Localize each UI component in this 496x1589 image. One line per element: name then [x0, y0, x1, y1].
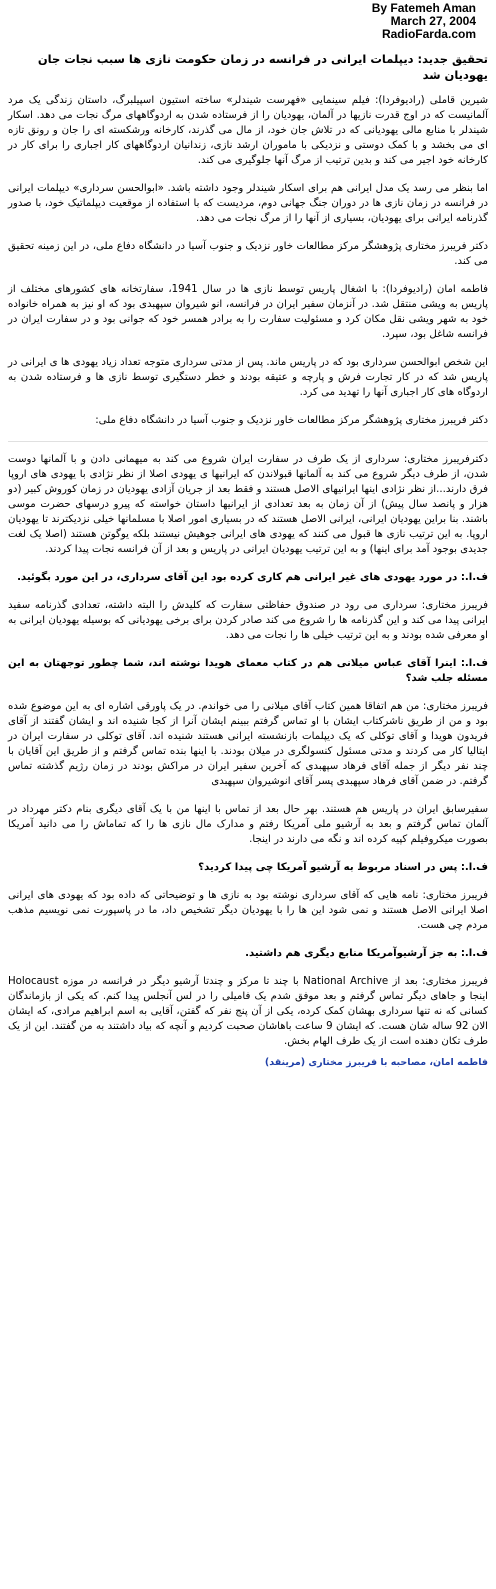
article-title: تحقیق جدید: دیپلمات ایرانی در فرانسه در زمان حکومت نازی ها سبب نجات جان یهودیان شد: [37, 52, 488, 82]
paragraph-answer-1: فریبرز مختاری: سرداری می رود در صندوق حفاظتی سفارت که کلیدش را البته داشته، تعدادی گذرنامه سفید ایرانی پیدا می کند و این گذرنامه ها را شروع می کند صادر کردن برای برخی یهودیانی که بوسیله یهودیان ایرانی به او معرفی شده بودند و به این ترتیب خیلی ها را نجات می دهد.: [8, 600, 488, 641]
paragraph-sardari-paris: این شخص ابوالحسن سرداری بود که در پاریس ماند. پس از مدتی سرداری متوجه تعداد زیاد یهودی ها ی ایرانی در پاریس شد که در کار تجارت فرش و پارچه و عتیقه بودند و خطر دستگیری توسط نازی ها و فرستاده شدن به اردوگاه های کار اجباری آنها را تهدید می کرد.: [8, 357, 488, 398]
byline-date: March 27, 2004: [390, 14, 476, 28]
byline-site: RadioFarda.com: [381, 27, 476, 41]
paragraph-question-3: ف.ا.: پس در اسناد مربوط به آرشیو آمریکا چی پیدا کردید؟: [198, 862, 488, 873]
paragraph-question-4: ف.ا.: به جز آرشیوآمریکا منابع دیگری هم داشتید.: [245, 948, 488, 959]
paragraph-answer-2: فریبرز مختاری: من هم اتفاقا همین کتاب آقای میلانی را می خواندم. در یک پاورقی اشاره ای به این موضوع شده بود و من از طریق ناشرکتاب ایشان با او تماس گرفتم ببینم ایشان آنرا از کجا شنیده اند و ایشان گفتند از آقای فریدون هویدا و آقای توکلی که یک دیپلمات بازنشسته ایرانی هستند شنیده اند. آقای توکلی در سفارت ایران در ایتالیا کار می کردند و مدتی مسئول کنسولگری در میلان بودند. با اینها بنده تماس گرفتم و از طریق این آقایان با چند نفر دیگر از جمله آقای فرهاد سپهبدی که آخرین سفیر ایران در مراکش بودند در زمان رژیم گذشته تماس گرفتم. در ضمن آقای فرهاد سپهبدی پسر آقای انوشیروان سپهبدی: [8, 701, 488, 787]
byline-author: By Fatemeh Aman: [371, 1, 476, 15]
paragraph-question-1: ف.ا.: در مورد یهودی های غیر ایرانی هم کاری کرده بود این آقای سرداری، در این مورد بگوئید.: [17, 572, 488, 583]
paragraph-answer-4: فریبرز مختاری: بعد از National Archive با چند تا مرکز و چندتا آرشیو دیگر در فرانسه در موزه Holocaust اینجا و جاهای دیگر تماس گرفتم و بعد موفق شدم یک فامیلی را در لس آنجلس پیدا کنم. که یکی از بازماندگان کسانی که نه تنها سرداری بهشان کمک کرده، یکی از آن پنج نفر که گفتن، آقایی به اسم ابراهیم مرادی، که ایشان الان 92 ساله شان هست. که ایشان 9 ساعت باهاشان صحبت کردیم و آنچه که بیاد داشتند به من گفتند. این از یک طرف تکان دهنده است از یک طرف الهام بخش.: [8, 976, 488, 1047]
paragraph-sardari-intro: اما بنظر می رسد یک مدل ایرانی هم برای اسکار شیندلر وجود داشته باشد. «ابوالحسن سرداری» دیپلمات ایرانی در فرانسه در زمان نازی ها در دوران جنگ جهانی دوم، مردیست که با استفاده از موقعیت دیپلماتیک خود، با صدور گذرنامه ایرانی برای یهودیان، بسیاری از آنها را از مرگ نجات می دهد.: [8, 183, 488, 224]
paragraph-occupation: فاطمه امان (رادیوفردا): با اشغال پاریس توسط نازی ها در سال 1941، سفارتخانه های کشورهای مختلف از پاریس به ویشی منتقل شد. در آنزمان سفیر ایران در فرانسه، انو شیروان سپهبدی بود که او نیز به همراه خانواده خود به شهر ویشی نقل مکان کرد و مسئولیت سفارت را به برادر همسر خود که جوانی بود و در سفارت ایران در فرانسه شاغل بود، سپرد.: [8, 284, 488, 340]
divider: [8, 441, 488, 442]
byline: [8, 2, 488, 41]
paragraph-answer-3: فریبرز مختاری: نامه هایی که آقای سرداری نوشته بود به نازی ها و توضیحاتی که داده بود که یهودی های ایرانی اصلا ایرانی الاصل هستند و نمی شود این ها را با یهودیان دیگر تشخیص داد، ما در پاسپورت نمی نویسیم مذهب مردم چی هست.: [8, 890, 488, 931]
paragraph-answer-2-cont: سفیرسابق ایران در پاریس هم هستند. بهر حال بعد از تماس با اینها من با یک آقای دیگری بنام دکتر مهرداد در آلمان تماس گرفتم و بعد به آرشیو ملی آمریکا رفتم و مدارک مال نازی ها را که تماماش را می دانید آمریکا بصورت میکروفیلم کپیه کرده اند و نگه می دارند در اینجا.: [8, 804, 488, 845]
article-credit: فاطمه امان، مصاحبه با فریبرز مختاری (مرینقد): [264, 1057, 488, 1068]
paragraph-interview-1: دکترفریبرز مختاری: سرداری از یک طرف در سفارت ایران شروع می کند به میهمانی دادن و با آلمانها دوست شدن، از طرف دیگر شروع می کند به آلمانها قبولاندن که ایرانیها ی یهودی اصلا از نظر نژادی با یهودی های اروپا فرق دارند...از نظر نژادی اینها ایرانیهای الاصل هستند و فقط بعد از جریان آزادی یهودیان در زمان کوروش کبیر (دو هزار و پانصد سال پیش) از آن زمان به بعد تعدادی از ایرانیها داستان خواسته که پیرو درسهای حضرت موسی باشند. بنا براین یهودیان ایرانی، ایرانی الاصل هستند که در بسیاری امور اصلا با مسلمانها خیلی نزدیکترند تا یهودیان اروپا. به این ترتیب نازی ها قبول می کنند که یهودی های ایرانی جوهیش نیستند بلکه یوگوتن هستند (اصلا یک لغت جدیدی بوجود آمد برای اینها) و به این ترتیب یهودیان ایرانی در پاریس و بعد از آن فرانسه نجات پیدا کردند.: [8, 454, 488, 555]
paragraph-intro: شیرین قاملی (رادیوفردا): فیلم سینمایی «فهرست شیندلر» ساخته استیون اسپیلبرگ، داستان زندگی یک مرد آلمانیست که در اوج قدرت نازیها در آلمان، یهودیان را از فرستاده شدن به اردوگاههای مرگ نجات می دهد. اسکار شیندلر با منابع مالی یهودیانی که در تلاش جان خود، از مال می گذرند، کارخانه ورشکسته ای را جان و رونق تازه ای می بخشد و با کمک دوستی و نزدیکی با ماموران ارشد نازی، زندانیان اردوگاههای کار اجباری را برای کار در کارخانه خود اجیر می کند و بدین ترتیب از مرگ آنها جلوگیری می کند.: [8, 95, 488, 166]
paragraph-question-2: ف.ا.: اینرا آقای عباس میلانی هم در کتاب معمای هویدا نوشته اند، شما چطور توجهتان به این مسئله جلب شد؟: [8, 658, 488, 684]
article: [8, 0, 488, 1069]
paragraph-researcher-2: دکتر فریبرز مختاری پژوهشگر مرکز مطالعات خاور نزدیک و جنوب آسیا در دانشگاه دفاع ملی:: [95, 415, 488, 426]
paragraph-researcher: دکتر فریبرز مختاری پژوهشگر مرکز مطالعات خاور نزدیک و جنوب آسیا در دانشگاه دفاع ملی، در این زمینه تحقیق می کند.: [8, 241, 488, 267]
